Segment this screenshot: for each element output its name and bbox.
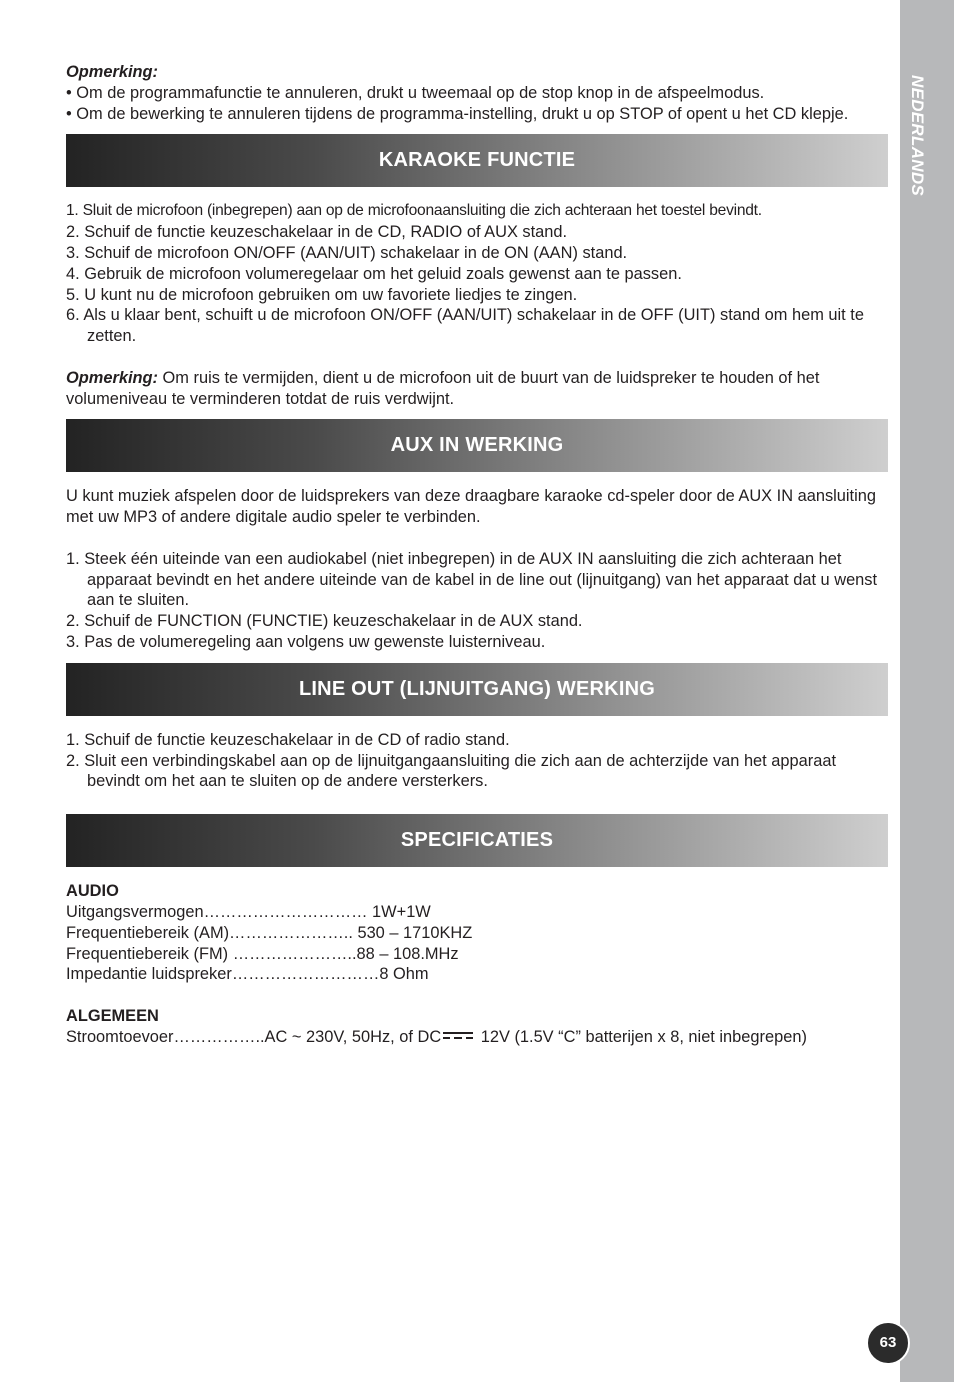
dc-symbol-icon [443,1030,473,1040]
spec-line: Frequentiebereik (AM)………………….. 530 – 1710KHZ [66,923,473,942]
spec-general-heading: ALGEMEEN [66,1006,159,1025]
aux-step: 3. Pas de volumeregeling aan volgens uw gewenste luisterniveau. [66,632,546,651]
aux-intro: U kunt muziek afspelen door de luidsprekers van deze draagbare karaoke cd-speler door de AUX IN aansluiting met uw MP3 of andere digitale audio speler te verbinden. [66,487,876,527]
spec-line: Impedantie luidspreker………………………8 Ohm [66,965,429,984]
language-label: NEDERLANDS [908,75,927,197]
spec-line: Uitgangsvermogen………………………… 1W+1W [66,902,431,921]
section-header-aux: AUX IN WERKING [66,419,888,472]
karaoke-note-text: Om ruis te vermijden, dient u de microfoon uit de buurt van de luidspreker te houden of het volumeniveau te verminderen totdat de ruis verdwijnt. [66,368,820,408]
note-bullet: • Om de bewerking te annuleren tijdens de programma-instelling, drukt u op STOP of opent u het CD klepje. [66,104,849,123]
karaoke-step: 5. U kunt nu de microfoon gebruiken om uw favoriete liedjes te zingen. [66,285,578,304]
karaoke-note-label: Opmerking: [66,368,158,387]
aux-step: 1. Steek één uiteinde van een audiokabel (niet inbegrepen) in de AUX IN aansluiting die zich achteraan het apparaat bevindt en het andere uiteinde van de kabel in de line out (lijnuitgang) van het apparaat dat u wenst aan te sluiten. [66,549,878,610]
spec-power-suffix: 12V (1.5V “C” batterijen x 8, niet inbegrepen) [476,1027,807,1046]
spec-line: Frequentiebereik (FM) …………………..88 – 108.MHz [66,944,459,963]
page-number-badge: 63 [866,1321,910,1365]
karaoke-step: 2. Schuif de functie keuzeschakelaar in de CD, RADIO of AUX stand. [66,223,568,242]
aux-step: 2. Schuif de FUNCTION (FUNCTIE) keuzeschakelaar in de AUX stand. [66,612,583,631]
karaoke-step: 3. Schuif de microfoon ON/OFF (AAN/UIT) schakelaar in de ON (AAN) stand. [66,243,628,262]
spec-power-prefix: Stroomtoevoer……………..AC ~ 230V, 50Hz, of DC [66,1027,442,1046]
section-header-lineout: LINE OUT (LIJNUITGANG) WERKING [66,663,888,716]
note-bullet: • Om de programmafunctie te annuleren, drukt u tweemaal op de stop knop in de afspeelmodus. [66,83,765,102]
karaoke-step: 4. Gebruik de microfoon volumeregelaar om het geluid zoals gewenst aan te passen. [66,264,682,283]
spec-audio-heading: AUDIO [66,882,119,901]
karaoke-step: 6. Als u klaar bent, schuift u de microfoon ON/OFF (AAN/UIT) schakelaar in de OFF (UIT) stand om hem uit te zetten. [66,306,864,346]
lineout-step: 1. Schuif de functie keuzeschakelaar in de CD of radio stand. [66,730,510,749]
karaoke-note [66,368,890,410]
note-label: Opmerking: [66,63,158,81]
page-content [66,62,890,1048]
section-header-specs: SPECIFICATIES [66,814,888,867]
spec-power-line [66,1027,890,1048]
section-header-karaoke: KARAOKE FUNCTIE [66,134,888,187]
karaoke-step: 1. Sluit de microfoon (inbegrepen) aan op de microfoonaansluiting die zich achteraan het toestel bevindt. [66,202,762,220]
lineout-step: 2. Sluit een verbindingskabel aan op de lijnuitgangaansluiting die zich aan de achterzijde van het apparaat bevindt om het aan te sluiten op de andere versterkers. [66,751,836,791]
